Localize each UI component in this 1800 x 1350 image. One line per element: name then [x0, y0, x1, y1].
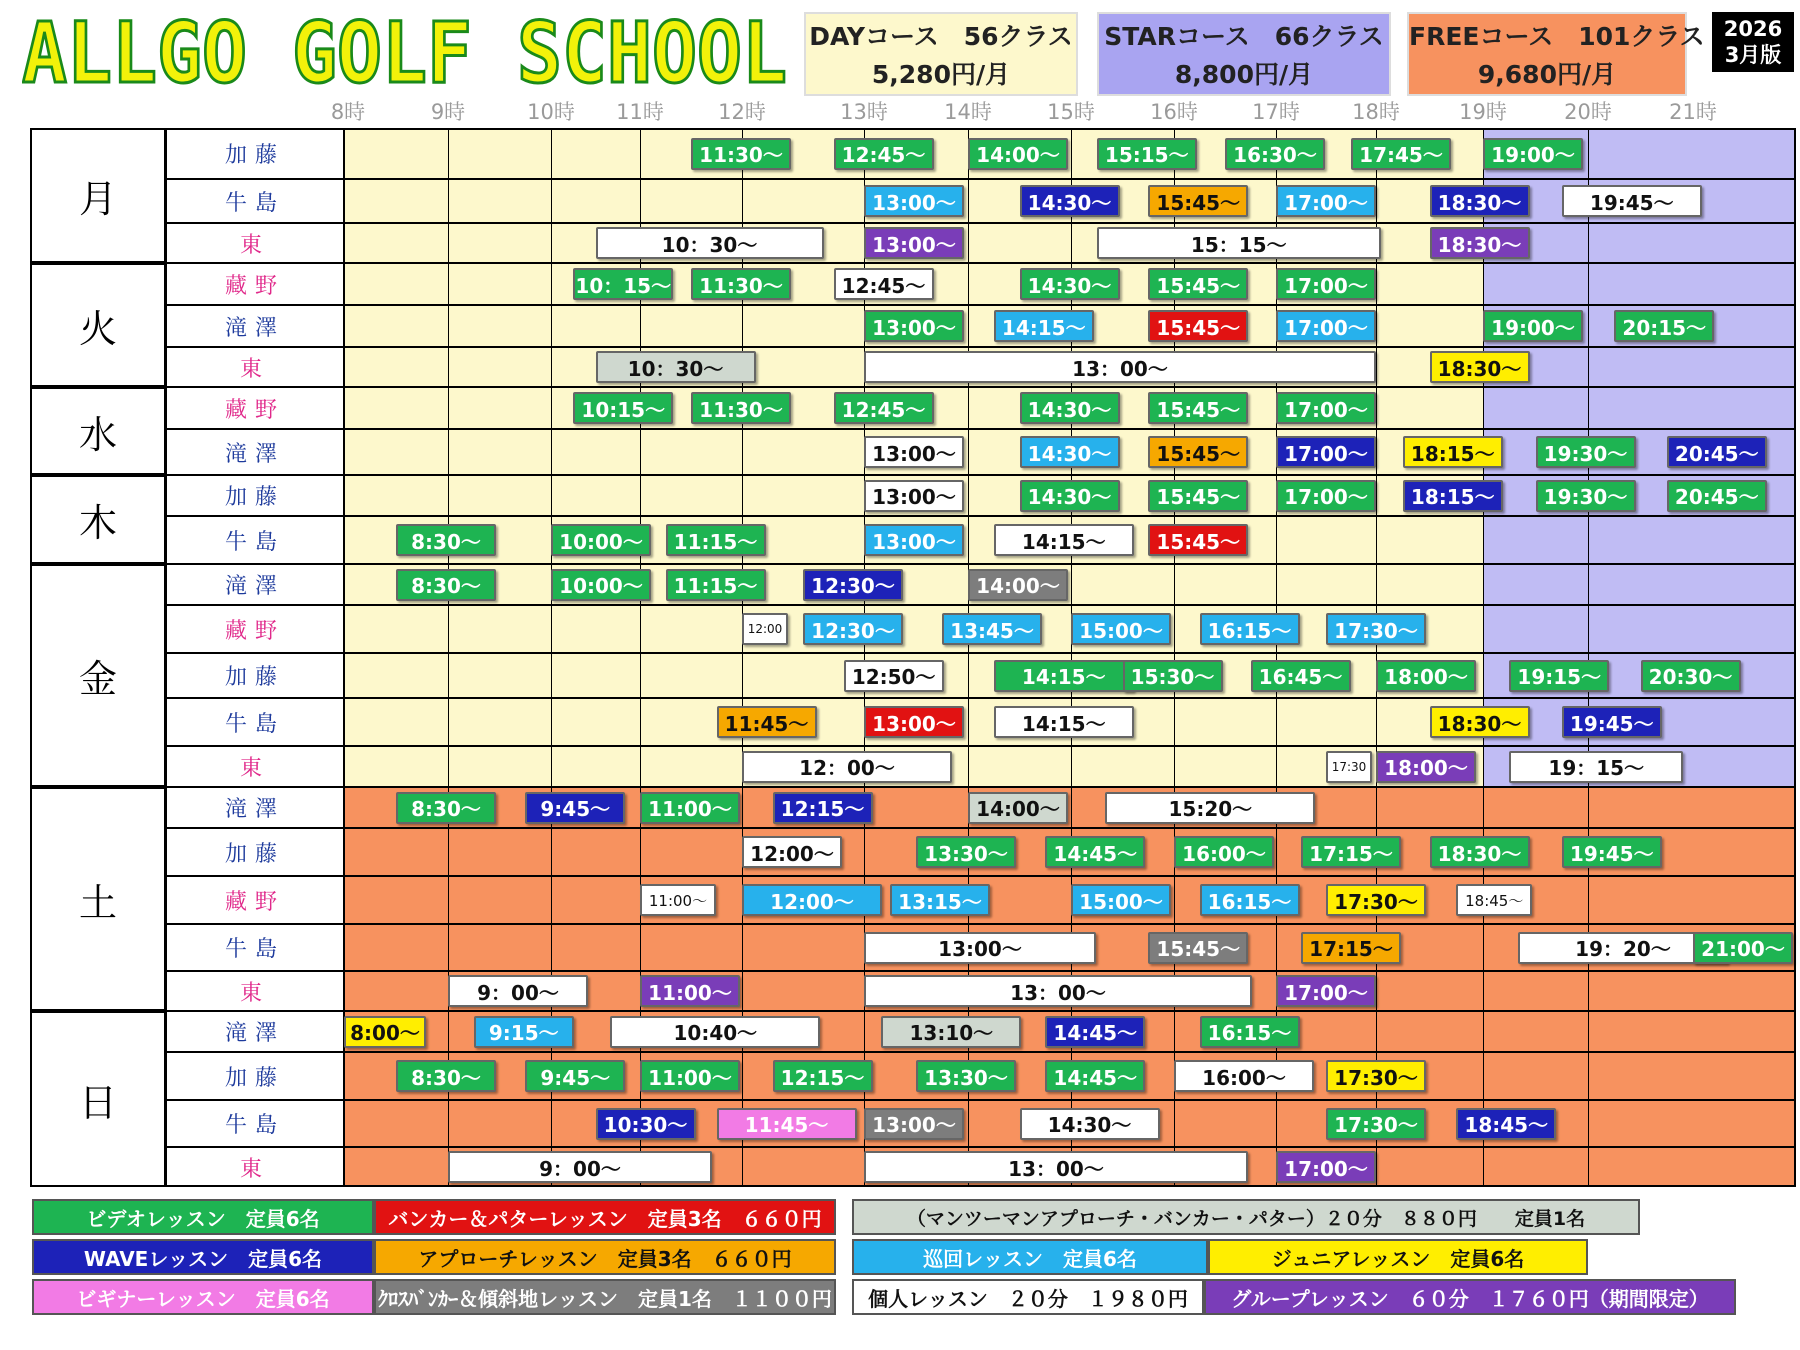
- instructor-name: 牛島: [166, 924, 344, 971]
- lesson-block: 15:30〜: [1123, 660, 1223, 692]
- lesson-block: 11:30〜: [691, 268, 791, 300]
- instructor-name: 滝澤: [166, 429, 344, 475]
- day-label: 土: [30, 787, 166, 1011]
- lesson-block: 12:00〜: [742, 884, 882, 916]
- lesson-block: 15:45〜: [1148, 310, 1248, 342]
- lesson-block: 17:45〜: [1351, 138, 1451, 170]
- legend-item: バンカー＆パターレッスン 定員3名 ６６０円: [374, 1199, 836, 1235]
- lesson-block: 13:15〜: [890, 884, 990, 916]
- instructor-name: 東: [166, 1147, 344, 1187]
- lesson-block: 10：15〜: [573, 268, 673, 300]
- hour-label: 17時: [1252, 100, 1300, 124]
- day-course-box: [804, 12, 1078, 96]
- day-label: 日: [30, 1011, 166, 1187]
- hour-label: 13時: [840, 100, 888, 124]
- hour-label: 11時: [616, 100, 664, 124]
- lesson-block: 18:30〜: [1430, 836, 1530, 868]
- lesson-block: 19:45〜: [1562, 185, 1702, 217]
- lesson-block: 9:15〜: [474, 1016, 574, 1048]
- lesson-block: 8:30〜: [396, 1060, 496, 1092]
- lesson-block: 13:00〜: [864, 436, 964, 468]
- lesson-block: 16:15〜: [1200, 613, 1300, 645]
- hour-label: 18時: [1352, 100, 1400, 124]
- lesson-block: 19：20〜: [1518, 932, 1728, 964]
- star-course-name: STARコース 66クラス: [1104, 22, 1384, 51]
- lesson-block: 11:45〜: [717, 1108, 857, 1140]
- lesson-block: 19:30〜: [1536, 436, 1636, 468]
- lesson-block: 13:10〜: [881, 1016, 1021, 1048]
- lesson-block: 11:00〜: [640, 792, 740, 824]
- lesson-block: 14:30〜: [1020, 480, 1120, 512]
- instructor-name: 加藤: [166, 475, 344, 516]
- hour-label: 9時: [430, 100, 466, 124]
- lesson-block: 10:00〜: [551, 569, 651, 601]
- lesson-block: 15:45〜: [1148, 524, 1248, 556]
- lesson-block: 14:30〜: [1020, 436, 1120, 468]
- lesson-block: 12:30〜: [803, 569, 903, 601]
- lesson-block: 14:15〜: [994, 524, 1134, 556]
- lesson-block: 9:45〜: [525, 1060, 625, 1092]
- instructor-name: 藏野: [166, 876, 344, 924]
- lesson-block: 14:15〜: [994, 310, 1094, 342]
- lesson-block: 20:45〜: [1667, 480, 1767, 512]
- lesson-block: 11:00〜: [640, 975, 740, 1007]
- instructor-name: 滝澤: [166, 305, 344, 347]
- instructor-name: 藏野: [166, 263, 344, 305]
- lesson-block: 13：00〜: [864, 351, 1376, 383]
- lesson-block: 14:00〜: [968, 569, 1068, 601]
- lesson-block: 16:15〜: [1200, 884, 1300, 916]
- lesson-block: 15:45〜: [1148, 268, 1248, 300]
- lesson-block: 16:45〜: [1251, 660, 1351, 692]
- day-course-name: DAYコース 56クラス: [809, 22, 1073, 51]
- day-label: 火: [30, 263, 166, 387]
- lesson-block: 14:30〜: [1020, 392, 1120, 424]
- legend-item: 個人レッスン ２０分 １９８０円: [852, 1279, 1204, 1315]
- lesson-block: 15:45〜: [1148, 185, 1248, 217]
- legend-item: （マンツーマンアプローチ・バンカー・パター）２０分 ８８０円 定員1名: [852, 1199, 1640, 1235]
- lesson-block: 8:30〜: [396, 569, 496, 601]
- lesson-block: 10:15〜: [573, 392, 673, 424]
- lesson-block: 13:00〜: [864, 185, 964, 217]
- day-label: 木: [30, 475, 166, 564]
- instructor-name: 東: [166, 223, 344, 263]
- lesson-block: 17:15〜: [1301, 836, 1401, 868]
- lesson-block: 11:00〜: [640, 884, 716, 916]
- lesson-block: 18:00〜: [1376, 751, 1476, 783]
- lesson-block: 18:30〜: [1430, 351, 1530, 383]
- instructor-name: 加藤: [166, 1052, 344, 1100]
- lesson-block: 14:30〜: [1020, 1108, 1160, 1140]
- lesson-block: 12:45〜: [834, 138, 934, 170]
- lesson-block: 19:00〜: [1483, 138, 1583, 170]
- instructor-name: 東: [166, 347, 344, 387]
- legend-item: ビデオレッスン 定員6名: [32, 1199, 374, 1235]
- lesson-block: 16:15〜: [1200, 1016, 1300, 1048]
- lesson-block: 17:00〜: [1276, 392, 1376, 424]
- lesson-block: 12：00〜: [742, 751, 952, 783]
- lesson-block: 12:45〜: [834, 392, 934, 424]
- lesson-block: 19:15〜: [1509, 660, 1609, 692]
- lesson-block: 14:30〜: [1020, 185, 1120, 217]
- title-text: ALLGO GOLF SCHOOL: [22, 4, 787, 99]
- hour-label: 20時: [1564, 100, 1612, 124]
- lesson-block: 9：00〜: [448, 975, 588, 1007]
- legend-item: アプローチレッスン 定員3名 ６６０円: [374, 1239, 836, 1275]
- lesson-block: 8:00〜: [344, 1016, 426, 1048]
- lesson-block: 17:00〜: [1276, 436, 1376, 468]
- lesson-block: 11:15〜: [666, 569, 766, 601]
- lesson-block: 17:00〜: [1276, 1151, 1376, 1183]
- school-title: [22, 4, 802, 99]
- instructor-name: 加藤: [166, 128, 344, 179]
- lesson-block: 13:45〜: [942, 613, 1042, 645]
- lesson-block: 14:00〜: [968, 792, 1068, 824]
- lesson-block: 18:30〜: [1430, 706, 1530, 738]
- star-course-price: 8,800円/月: [1174, 60, 1314, 89]
- lesson-block: 16:00〜: [1174, 836, 1274, 868]
- lesson-block: 15：15〜: [1097, 227, 1381, 259]
- free-course-name: FREEコース 101クラス: [1409, 22, 1705, 51]
- instructor-name: 牛島: [166, 179, 344, 223]
- lesson-block: 18:30〜: [1430, 227, 1530, 259]
- lesson-block: 16:30〜: [1225, 138, 1325, 170]
- legend-item: グループレッスン ６０分 １７６０円（期間限定）: [1204, 1279, 1736, 1315]
- lesson-block: 10:40〜: [610, 1016, 820, 1048]
- instructor-name: 加藤: [166, 828, 344, 876]
- day-label: 金: [30, 564, 166, 787]
- day-label: 月: [30, 128, 166, 263]
- lesson-block: 9:45〜: [525, 792, 625, 824]
- legend-item: ｸﾛｽﾊﾞﾝｶｰ＆傾斜地レッスン 定員1名 １１００円: [374, 1279, 836, 1315]
- hour-label: 12時: [718, 100, 766, 124]
- lesson-block: 12:50〜: [844, 660, 944, 692]
- lesson-block: 12:15〜: [773, 792, 873, 824]
- hour-label: 14時: [944, 100, 992, 124]
- instructor-name: 東: [166, 746, 344, 787]
- lesson-block: 8:30〜: [396, 792, 496, 824]
- edition-badge: [1712, 12, 1794, 72]
- instructor-name: 滝澤: [166, 1011, 344, 1052]
- lesson-block: 11:30〜: [691, 392, 791, 424]
- lesson-block: 17:30〜: [1326, 613, 1426, 645]
- legend-item: ジュニアレッスン 定員6名: [1208, 1239, 1588, 1275]
- lesson-block: 14:45〜: [1045, 836, 1145, 868]
- lesson-block: 15:45〜: [1148, 480, 1248, 512]
- star-course-box: [1097, 12, 1391, 96]
- lesson-block: 17:00〜: [1276, 185, 1376, 217]
- lesson-block: 11:30〜: [691, 138, 791, 170]
- legend-item: WAVEレッスン 定員6名: [32, 1239, 374, 1275]
- lesson-block: 19:30〜: [1536, 480, 1636, 512]
- lesson-block: 18:45〜: [1456, 884, 1532, 916]
- lesson-block: 17:30〜: [1326, 884, 1426, 916]
- lesson-block: 14:15〜: [994, 706, 1134, 738]
- lesson-block: 13:00〜: [864, 1108, 964, 1140]
- lesson-block: 15:45〜: [1148, 932, 1248, 964]
- lesson-block: 18:30〜: [1430, 185, 1530, 217]
- grid-border: [30, 128, 1796, 1187]
- lesson-block: 19：15〜: [1509, 751, 1683, 783]
- lesson-block: 12:15〜: [773, 1060, 873, 1092]
- lesson-block: 19:45〜: [1562, 836, 1662, 868]
- hour-label: 19時: [1459, 100, 1507, 124]
- lesson-block: 13：00〜: [864, 975, 1252, 1007]
- lesson-block: 10：30〜: [596, 351, 756, 383]
- lesson-block: 17:00〜: [1276, 310, 1376, 342]
- lesson-block: 11:15〜: [666, 524, 766, 556]
- lesson-block: 14:30〜: [1020, 268, 1120, 300]
- lesson-block: 19:00〜: [1483, 310, 1583, 342]
- lesson-block: 14:45〜: [1045, 1016, 1145, 1048]
- lesson-block: 17:30〜: [1326, 1060, 1426, 1092]
- lesson-block: 17:15〜: [1301, 932, 1401, 964]
- instructor-name: 東: [166, 971, 344, 1011]
- lesson-block: 13:00〜: [864, 480, 964, 512]
- lesson-block: 13:00〜: [864, 310, 964, 342]
- lesson-block: 18:15〜: [1403, 480, 1503, 512]
- lesson-block: 12:30〜: [803, 613, 903, 645]
- day-course-price: 5,280円/月: [871, 60, 1011, 89]
- instructor-name: 滝澤: [166, 787, 344, 828]
- lesson-block: 17:00〜: [1276, 480, 1376, 512]
- lesson-block: 12:00〜: [742, 836, 842, 868]
- instructor-name: 牛島: [166, 1100, 344, 1147]
- free-course-price: 9,680円/月: [1477, 60, 1617, 89]
- lesson-block: 14:00〜: [968, 138, 1068, 170]
- lesson-block: 8:30〜: [396, 524, 496, 556]
- lesson-block: 17:00〜: [1276, 975, 1376, 1007]
- lesson-block: 9：00〜: [448, 1151, 712, 1183]
- instructor-name: 牛島: [166, 516, 344, 564]
- lesson-block: 17:30: [1326, 751, 1372, 783]
- lesson-block: 15:00〜: [1071, 613, 1171, 645]
- lesson-block: 18:45〜: [1456, 1108, 1556, 1140]
- edition-year: 2026: [1723, 17, 1783, 41]
- lesson-block: 16:00〜: [1174, 1060, 1314, 1092]
- instructor-name: 滝澤: [166, 564, 344, 605]
- lesson-block: 13:30〜: [916, 1060, 1016, 1092]
- lesson-block: 18:00〜: [1376, 660, 1476, 692]
- lesson-block: 13:00〜: [864, 706, 964, 738]
- instructor-name: 藏野: [166, 387, 344, 429]
- lesson-block: 13:00〜: [864, 524, 964, 556]
- lesson-block: 11:45〜: [717, 706, 817, 738]
- lesson-block: 10:30〜: [596, 1108, 696, 1140]
- lesson-block: 19:45〜: [1562, 706, 1662, 738]
- lesson-block: 15:00〜: [1071, 884, 1171, 916]
- edition-label: 3月版: [1724, 43, 1782, 67]
- day-label: 水: [30, 387, 166, 475]
- lesson-block: 15:20〜: [1105, 792, 1315, 824]
- lesson-block: 11:00〜: [640, 1060, 740, 1092]
- hour-label: 15時: [1047, 100, 1095, 124]
- instructor-name: 加藤: [166, 653, 344, 698]
- lesson-block: 14:45〜: [1045, 1060, 1145, 1092]
- lesson-block: 21:00〜: [1693, 932, 1793, 964]
- lesson-block: 17:30〜: [1326, 1108, 1426, 1140]
- lesson-block: 14:15〜: [994, 660, 1134, 692]
- lesson-block: 15:15〜: [1097, 138, 1197, 170]
- lesson-block: 15:45〜: [1148, 392, 1248, 424]
- lesson-block: 20:45〜: [1667, 436, 1767, 468]
- lesson-block: 13:30〜: [916, 836, 1016, 868]
- lesson-block: 18:15〜: [1403, 436, 1503, 468]
- instructor-name: 藏野: [166, 605, 344, 653]
- lesson-block: 12:45〜: [834, 268, 934, 300]
- hour-label: 8時: [330, 100, 366, 124]
- lesson-block: 12:00: [742, 613, 788, 645]
- lesson-block: 13：00〜: [864, 1151, 1248, 1183]
- lesson-block: 15:45〜: [1148, 436, 1248, 468]
- lesson-block: 10：30〜: [596, 227, 824, 259]
- free-course-box: [1407, 12, 1705, 96]
- legend-item: 巡回レッスン 定員6名: [852, 1239, 1208, 1275]
- legend-item: ビギナーレッスン 定員6名: [32, 1279, 374, 1315]
- lesson-block: 10:00〜: [551, 524, 651, 556]
- lesson-block: 13:00〜: [864, 227, 964, 259]
- hour-label: 10時: [527, 100, 575, 124]
- lesson-block: 20:30〜: [1641, 660, 1741, 692]
- lesson-block: 13:00〜: [864, 932, 1096, 964]
- lesson-block: 17:00〜: [1276, 268, 1376, 300]
- hour-label: 21時: [1669, 100, 1717, 124]
- hour-label: 16時: [1150, 100, 1198, 124]
- instructor-name: 牛島: [166, 698, 344, 746]
- lesson-block: 20:15〜: [1614, 310, 1714, 342]
